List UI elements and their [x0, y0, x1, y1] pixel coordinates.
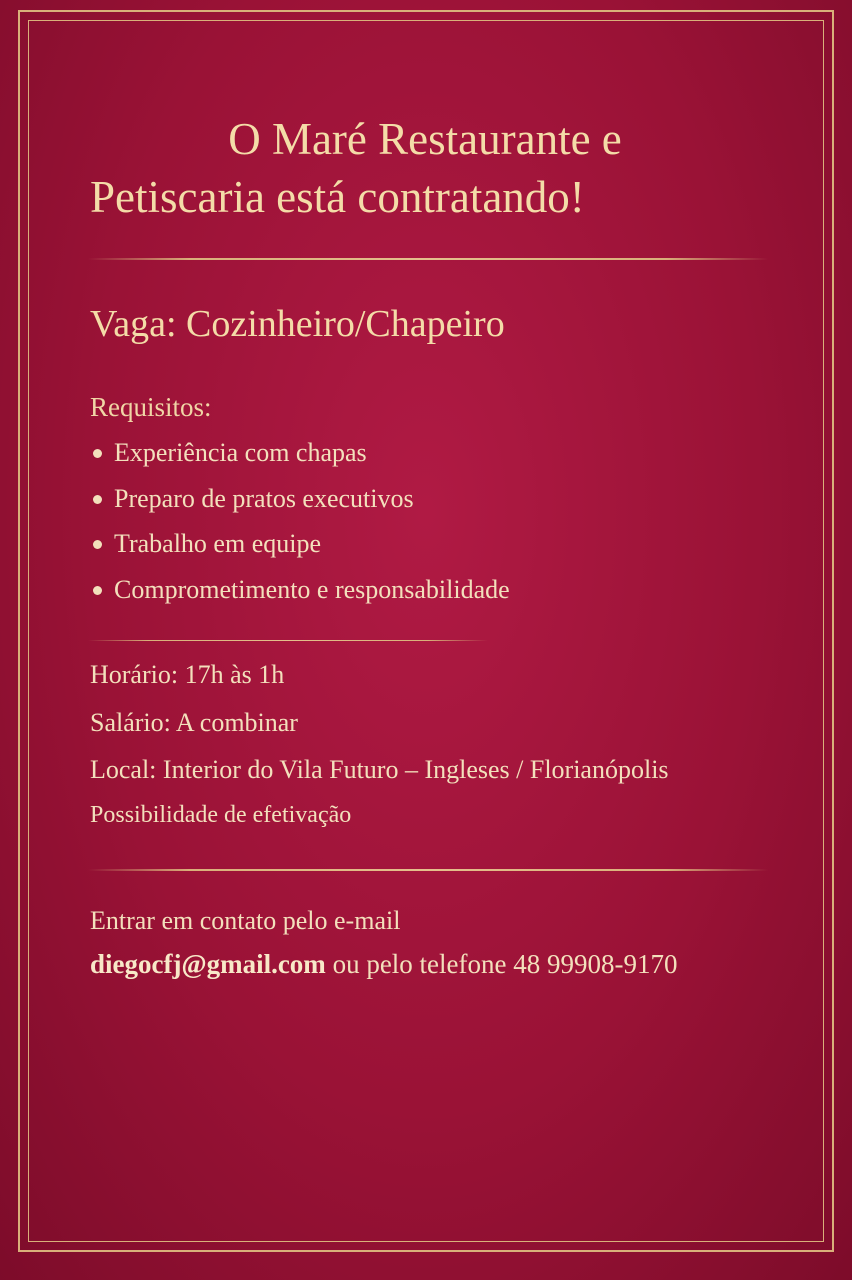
- location-text: Local: Interior do Vila Futuro – Ingleses / Florianópolis: [90, 755, 669, 784]
- divider-middle: [88, 640, 488, 641]
- contact-phone: ou pelo telefone 48 99908-9170: [325, 949, 678, 979]
- salary-text: Salário: A combinar: [90, 708, 298, 737]
- divider-bottom: [88, 869, 768, 871]
- job-position: Vaga: Cozinheiro/Chapeiro: [90, 303, 505, 345]
- requirement-text: Trabalho em equipe: [114, 529, 321, 558]
- schedule-text: Horário: 17h às 1h: [90, 660, 285, 689]
- requirement-text: Experiência com chapas: [114, 438, 367, 467]
- bullet-icon: [93, 495, 102, 504]
- contact-details: [90, 949, 678, 980]
- title-line-1: O Maré Restaurante e: [228, 114, 622, 164]
- contact-intro: Entrar em contato pelo e-mail: [90, 906, 401, 935]
- bullet-icon: [93, 586, 102, 595]
- divider-top: [88, 258, 768, 260]
- hiring-note: Possibilidade de efetivação: [90, 802, 352, 828]
- list-item: [90, 525, 510, 571]
- contact-email[interactable]: diegocfj@gmail.com: [90, 949, 326, 979]
- poster-title: [70, 110, 780, 226]
- requirement-text: Comprometimento e responsabilidade: [114, 574, 510, 604]
- requirements-list: [90, 434, 510, 616]
- bullet-icon: [93, 540, 102, 549]
- list-item: [90, 434, 510, 480]
- title-line-2: Petiscaria está contratando!: [90, 172, 585, 222]
- list-item: [90, 571, 510, 617]
- requirements-label: Requisitos:: [90, 392, 212, 422]
- bullet-icon: [93, 449, 102, 458]
- requirement-text: Preparo de pratos executivos: [114, 483, 414, 513]
- list-item: [90, 480, 510, 526]
